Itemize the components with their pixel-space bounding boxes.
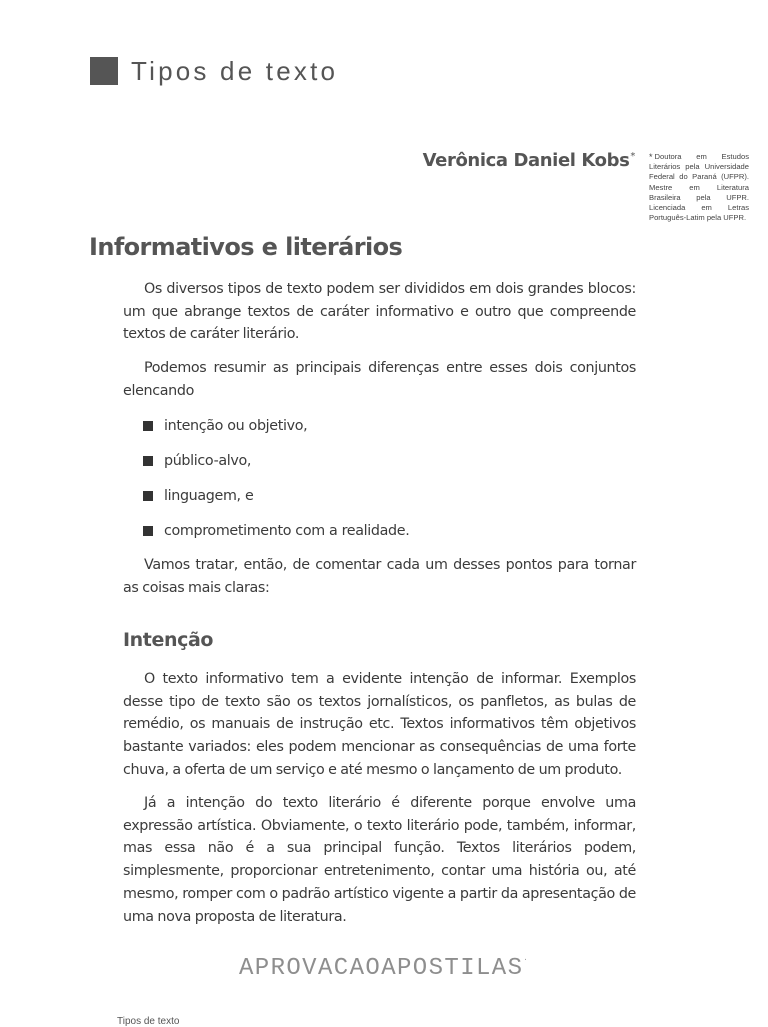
list-item bbox=[143, 414, 409, 449]
paragraph-text: Podemos resumir as principais diferenças entre esses dois conjuntos elencando bbox=[123, 360, 636, 399]
watermark bbox=[0, 955, 768, 982]
footnote-marker: * bbox=[649, 152, 653, 162]
paragraph-text: O texto informativo tem a evidente intenção de informar. Exemplos desse tipo de texto são os textos jornalísticos, os panfletos, as bulas de remédio, os manuais de instrução etc. Textos informativos têm objetivos bastante variados: eles podem mencionar as consequências de uma forte chuva, a oferta de um serviço e até mesmo o lançamento de um produto. bbox=[123, 671, 636, 778]
list-item-text: intenção ou objetivo, bbox=[164, 418, 308, 434]
list-item bbox=[143, 449, 409, 484]
running-footer: Tipos de texto bbox=[117, 1016, 180, 1027]
list-item-text: linguagem, e bbox=[164, 488, 254, 504]
watermark-suffix: . bbox=[523, 955, 530, 963]
subsection-paragraph-1 bbox=[123, 668, 636, 782]
author-footnote-marker: * bbox=[630, 151, 635, 162]
paragraph-text: Já a intenção do texto literário é diferente porque envolve uma expressão artística. Obviamente, o texto literário pode, também, informar, mas essa não é a sua principal função. Textos literários podem, simplesmente, proporcionar entretenimento, contar uma história ou, até mesmo, romper com o padrão artístico vigente a partir da apresentação de uma nova proposta de literatura. bbox=[123, 795, 636, 925]
square-bullet-icon bbox=[143, 526, 153, 536]
author-footnote bbox=[649, 152, 749, 223]
author-name bbox=[423, 150, 635, 171]
list-item bbox=[143, 519, 409, 554]
paragraph-text: Vamos tratar, então, de comentar cada um desses pontos para tornar as coisas mais claras: bbox=[123, 557, 636, 596]
list-item-text: comprometimento com a realidade. bbox=[164, 523, 410, 539]
section-paragraph-1 bbox=[123, 278, 636, 346]
differences-list bbox=[143, 414, 409, 554]
footnote-text: Doutora em Estudos Literários pela Universidade Federal do Paraná (UFPR). Mestre em Literatura Brasileira pela UFPR. Licenciada em Letras Português-Latim pela UFPR. bbox=[649, 152, 749, 223]
author-name-text: Verônica Daniel Kobs bbox=[422, 150, 630, 171]
section-paragraph-2 bbox=[123, 357, 636, 402]
square-bullet-icon bbox=[143, 456, 153, 466]
subsection-heading: Intenção bbox=[123, 629, 214, 651]
square-bullet-icon bbox=[143, 491, 153, 501]
chapter-title-square-icon bbox=[90, 57, 118, 85]
watermark-text: APROVACAOAPOSTILAS bbox=[238, 955, 524, 982]
section-closing-paragraph bbox=[123, 554, 636, 599]
section-heading: Informativos e literários bbox=[89, 233, 403, 261]
square-bullet-icon bbox=[143, 421, 153, 431]
paragraph-text: Os diversos tipos de texto podem ser divididos em dois grandes blocos: um que abrange textos de caráter informativo e outro que compreende textos de caráter literário. bbox=[123, 281, 636, 343]
chapter-title: Tipos de texto bbox=[131, 56, 339, 86]
list-item-text: público-alvo, bbox=[164, 453, 252, 469]
list-item bbox=[143, 484, 409, 519]
subsection-paragraph-2 bbox=[123, 792, 636, 928]
